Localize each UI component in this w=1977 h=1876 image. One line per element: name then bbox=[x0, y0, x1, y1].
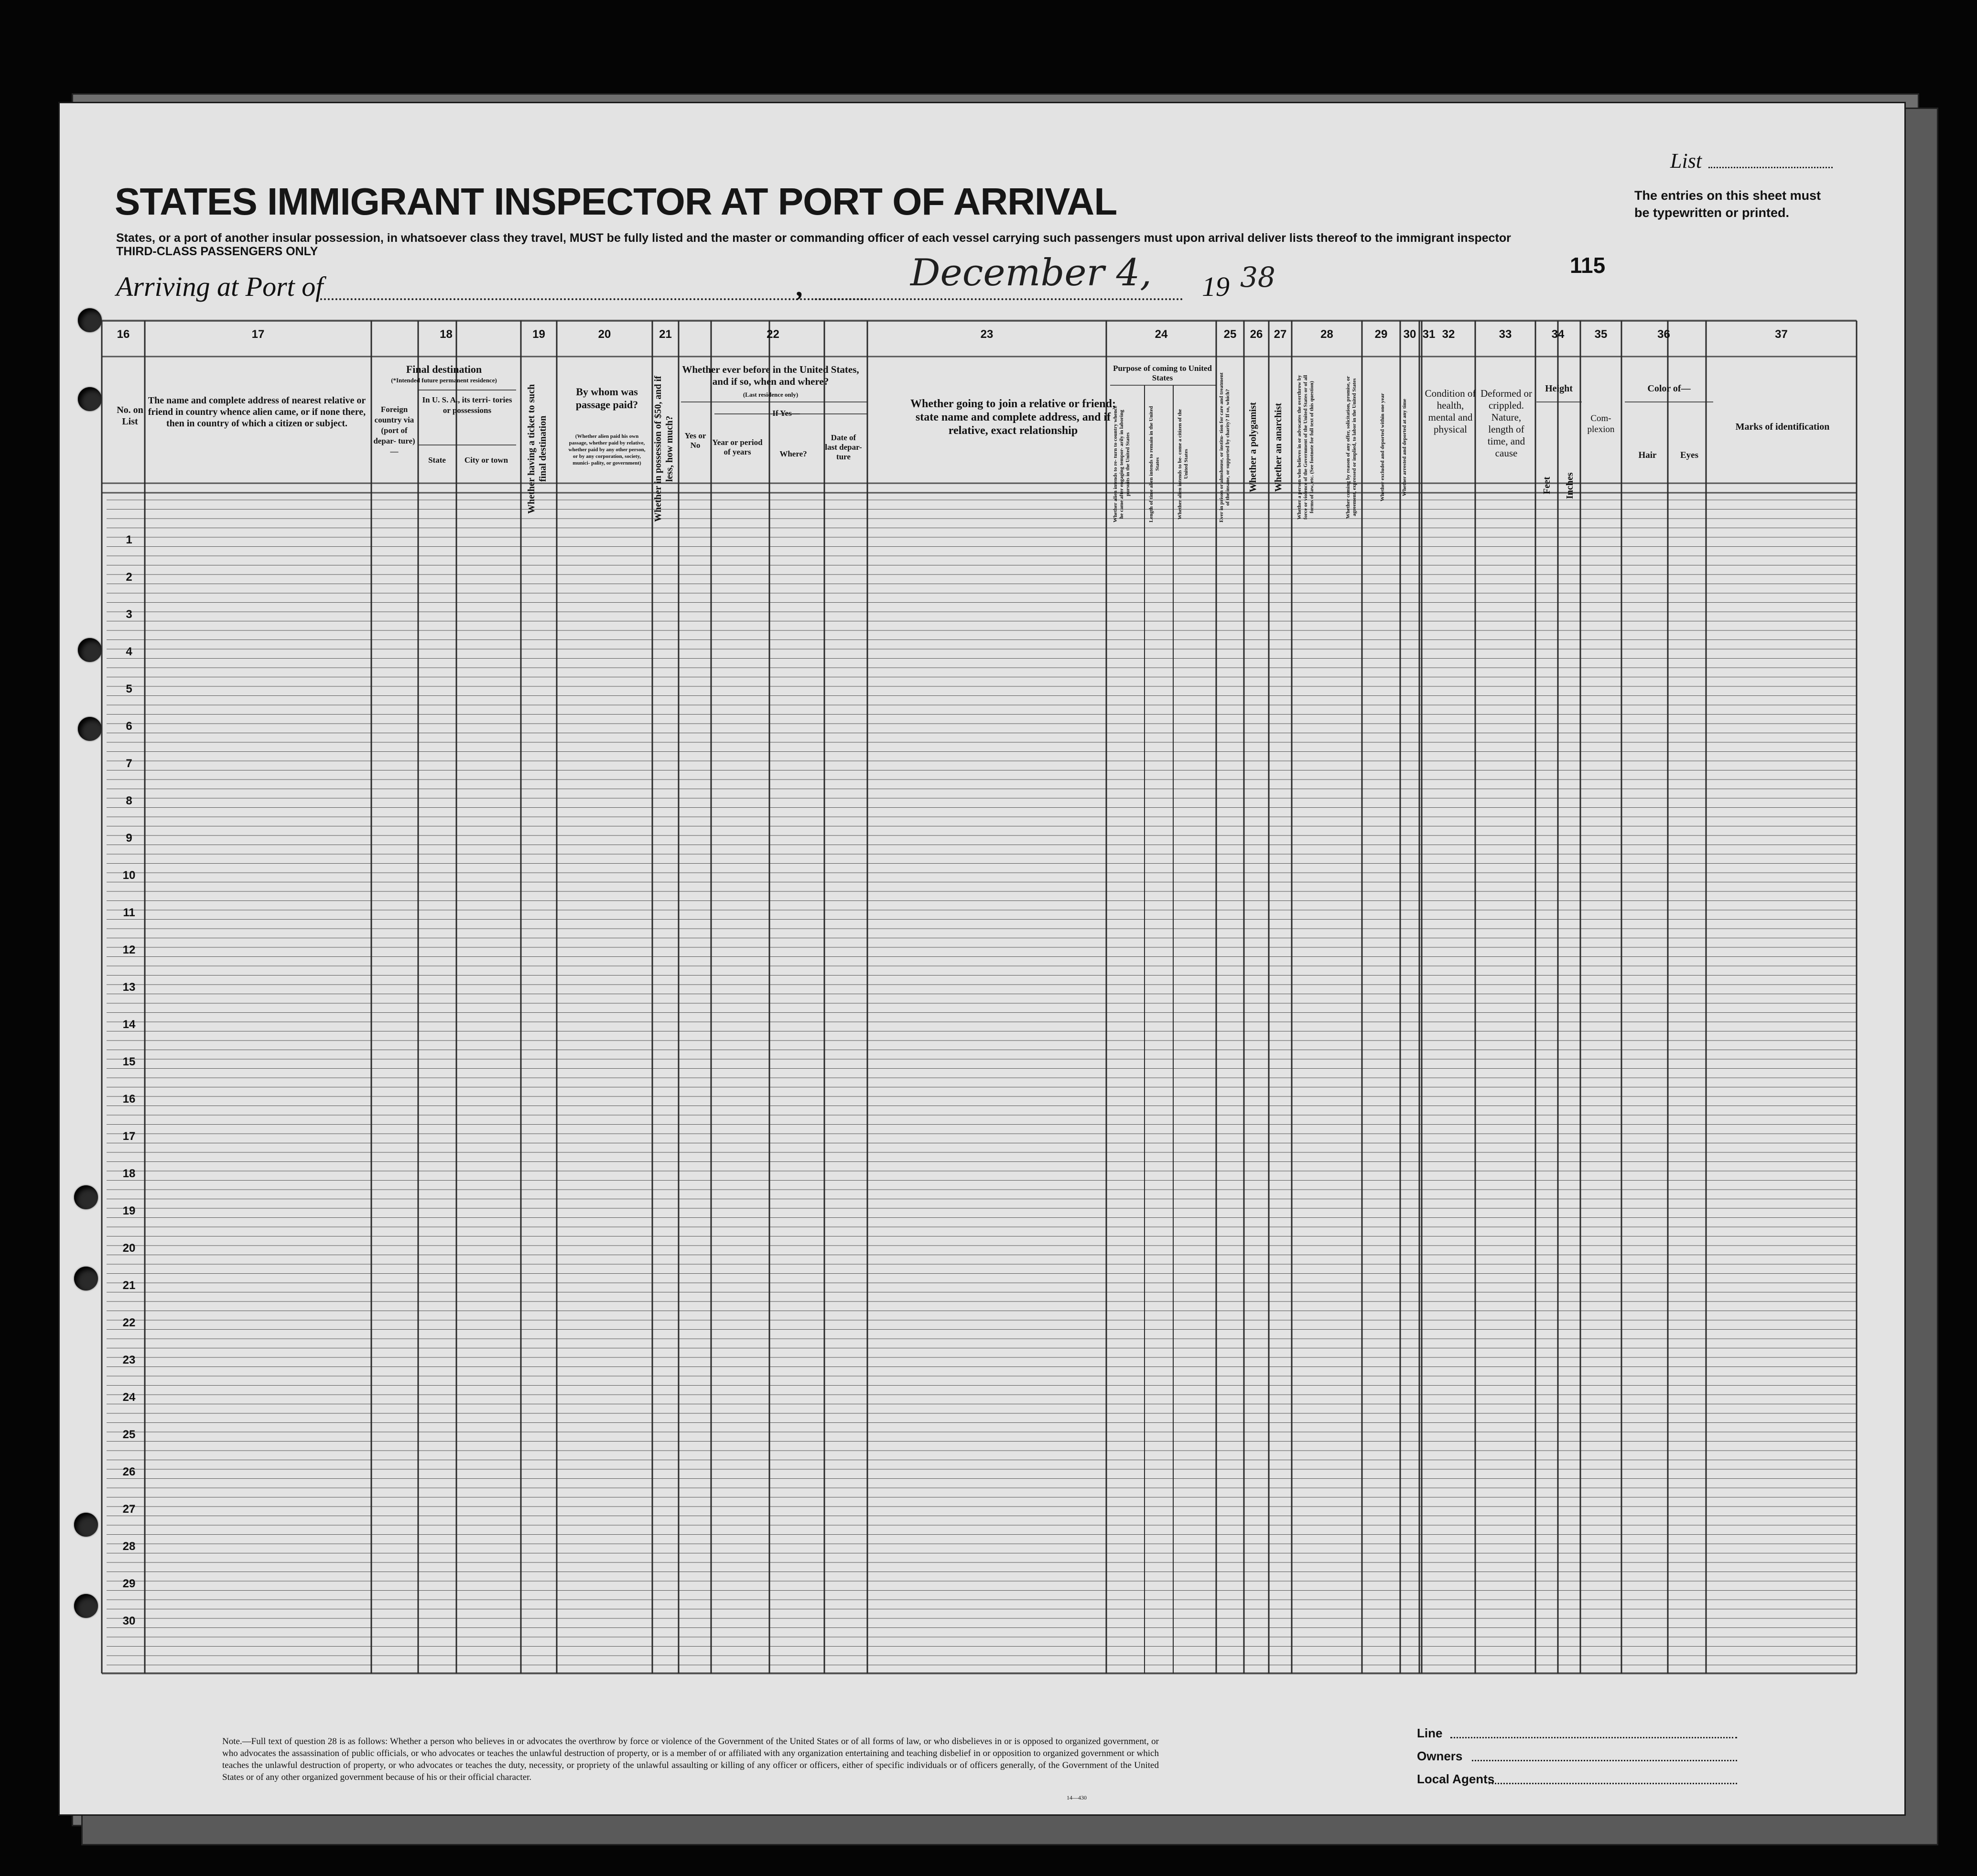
form-number: 14—430 bbox=[1067, 1794, 1087, 1801]
punch-hole bbox=[74, 1594, 98, 1618]
col-34-title: Height bbox=[1545, 383, 1573, 394]
instruction-text: States, or a port of another insular possession, in whatsoever class they travel, MUST be fully listed and the master or commanding officer of each vessel carrying such passengers must upon arrival deliver lists thereof to the immigrant inspector bbox=[116, 231, 1511, 245]
row-number: 22 bbox=[122, 1316, 136, 1329]
column-number: 24 bbox=[1155, 328, 1168, 341]
row-number: 7 bbox=[126, 757, 132, 770]
column-number: 30 bbox=[1403, 328, 1416, 341]
row-number: 29 bbox=[122, 1577, 136, 1590]
column-number: 34 bbox=[1551, 328, 1565, 341]
punch-hole bbox=[78, 638, 102, 662]
arriving-label: Arriving at Port of bbox=[116, 271, 324, 302]
column-number: 20 bbox=[598, 328, 611, 341]
col-36-hair: Hair bbox=[1638, 450, 1657, 460]
column-number: 31 bbox=[1422, 328, 1436, 341]
row-number: 23 bbox=[122, 1354, 136, 1366]
column-number: 29 bbox=[1374, 328, 1388, 341]
col-18-city: City or town bbox=[464, 455, 508, 465]
col-20-title: By whom was passage paid? bbox=[575, 386, 638, 411]
manifest-sheet bbox=[58, 102, 1906, 1816]
column-number: 33 bbox=[1499, 328, 1512, 341]
comma: , bbox=[796, 271, 803, 302]
column-number: 32 bbox=[1442, 328, 1455, 341]
col-24-citizen: Whether alien intends to be- come a citizen of the United States bbox=[1177, 409, 1189, 520]
row-number: 16 bbox=[122, 1093, 136, 1106]
column-number: 16 bbox=[117, 328, 130, 341]
column-number: 28 bbox=[1320, 328, 1333, 341]
col-28-header: Whether a person who believes in or advocates the overthrow by force or violence of the Government of the United States or of all forms of law, etc. (See footnote for full text of this question) bbox=[1296, 375, 1315, 520]
column-number: 23 bbox=[980, 328, 994, 341]
col-21-header: Whether in possession of $50, and if less, how much? bbox=[653, 376, 675, 522]
line-field bbox=[1450, 1737, 1737, 1738]
col-20-subtitle: (Whether alien paid his own passage, whether paid by relative, whether paid by any other person, or by any corporation, society, munici- pality, or government) bbox=[568, 434, 646, 466]
col-19-header: Whether having a ticket to such final destination bbox=[526, 384, 548, 514]
column-number: 25 bbox=[1223, 328, 1237, 341]
year-prefix: 19 bbox=[1202, 271, 1230, 302]
col-24-return: Whether alien intends to re- turn to country whence he came after engaging tempor- arily in laboring pursuits in the United States bbox=[1113, 405, 1131, 523]
row-number: 20 bbox=[122, 1242, 136, 1255]
column-number: 21 bbox=[659, 328, 672, 341]
col-32-header: Condition of health, mental and physical bbox=[1425, 388, 1476, 435]
col-26-header: Whether a polygamist bbox=[1248, 402, 1258, 493]
col-34-feet: Feet bbox=[1542, 477, 1552, 495]
page-title: STATES IMMIGRANT INSPECTOR AT PORT OF ARRIVAL bbox=[115, 180, 1117, 223]
col-18-title: Final destination bbox=[406, 363, 482, 375]
entries-note-line-1: The entries on this sheet must bbox=[1634, 188, 1821, 203]
col-22-title: Whether ever before in the United States, and if so, when and where? bbox=[682, 364, 859, 387]
col-17-header: The name and complete address of nearest relative or friend in country whence alien came, or if none there, then in country of which a citizen or subject. bbox=[148, 395, 366, 429]
col-18-state: State bbox=[428, 455, 446, 465]
col-33-header: Deformed or crippled. Nature, length of time, and cause bbox=[1480, 388, 1532, 459]
row-number: 26 bbox=[122, 1465, 136, 1478]
column-number: 36 bbox=[1657, 328, 1670, 341]
row-number: 14 bbox=[122, 1018, 136, 1031]
row-number: 18 bbox=[122, 1167, 136, 1180]
row-number: 4 bbox=[126, 645, 132, 658]
col-22-date: Date of last depar- ture bbox=[825, 433, 862, 461]
col-36-title: Color of— bbox=[1647, 383, 1691, 394]
row-number: 5 bbox=[126, 683, 132, 695]
line-label: Line bbox=[1417, 1726, 1443, 1740]
col-22-subtitle: (Last residence only) bbox=[743, 391, 799, 398]
col-29-header: Whether coming by reason of any offer, solicitation, promise, or agreement, expressed or implied, to labor in the United States bbox=[1345, 376, 1357, 519]
punch-hole bbox=[74, 1267, 98, 1290]
column-number: 18 bbox=[440, 328, 453, 341]
col-18-usa: In U. S. A., its terri- tories or possessions bbox=[422, 395, 512, 415]
col-27-header: Whether an anarchist bbox=[1273, 403, 1284, 492]
row-number: 6 bbox=[126, 720, 132, 733]
local-agents-label: Local Agents bbox=[1417, 1772, 1495, 1786]
row-number: 3 bbox=[126, 608, 132, 621]
owners-field bbox=[1472, 1760, 1737, 1761]
column-number: 22 bbox=[767, 328, 779, 341]
row-number: 2 bbox=[126, 571, 132, 584]
col-16-header: No. on List bbox=[117, 405, 143, 427]
col-23-header: Whether going to join a relative or friend; state name and complete address, and if relative, exact relationship bbox=[910, 398, 1116, 437]
row-number: 13 bbox=[122, 981, 136, 994]
list-label: List bbox=[1670, 149, 1702, 173]
row-number: 24 bbox=[122, 1391, 136, 1404]
col-35-header: Com- plexion bbox=[1587, 413, 1615, 434]
col-22-if-yes: If Yes— bbox=[772, 409, 800, 418]
column-number: 37 bbox=[1775, 328, 1788, 341]
row-number: 10 bbox=[122, 869, 136, 882]
row-number: 19 bbox=[122, 1204, 136, 1217]
col-24-length: Length of time alien intends to remain in the United States bbox=[1148, 406, 1160, 522]
column-number: 35 bbox=[1594, 328, 1608, 341]
col-36-eyes: Eyes bbox=[1680, 450, 1698, 460]
col-22-yes-no: Yes or No bbox=[684, 431, 706, 450]
handwritten-year: 38 bbox=[1240, 261, 1275, 293]
ruled-grid bbox=[60, 103, 1904, 1814]
punch-hole bbox=[74, 1185, 98, 1209]
row-number: 25 bbox=[122, 1428, 136, 1441]
row-number: 27 bbox=[122, 1503, 136, 1516]
row-number: 8 bbox=[126, 794, 132, 807]
column-number: 26 bbox=[1250, 328, 1263, 341]
col-18-foreign-country: Foreign country via (port of depar- ture)— bbox=[373, 405, 415, 456]
row-number: 9 bbox=[126, 832, 132, 845]
punch-hole bbox=[74, 1513, 98, 1537]
row-number: 11 bbox=[123, 906, 135, 919]
col-37-header: Marks of identification bbox=[1735, 422, 1830, 432]
row-number: 28 bbox=[122, 1540, 136, 1553]
row-number: 21 bbox=[122, 1279, 136, 1292]
col-22-years: Year or period of years bbox=[712, 438, 763, 456]
col-25-header: Ever in prison or almshouse, or institu- tion for care and treatment of the insane, or supported by charity? If so, which? bbox=[1219, 372, 1231, 522]
col-31-header: Whether arrested and deported at any time bbox=[1402, 399, 1407, 496]
row-number: 17 bbox=[122, 1130, 136, 1143]
sheet-number: 115 bbox=[1570, 253, 1606, 278]
column-number: 27 bbox=[1274, 328, 1287, 341]
col-18-subtitle: (*Intended future permanent residence) bbox=[391, 377, 497, 384]
column-number: 19 bbox=[532, 328, 545, 341]
handwritten-date: December 4, bbox=[910, 251, 1152, 294]
col-24-title: Purpose of coming to United States bbox=[1113, 364, 1212, 382]
owners-label: Owners bbox=[1417, 1749, 1463, 1763]
local-agents-field bbox=[1489, 1783, 1737, 1784]
entries-note-line-2: be typewritten or printed. bbox=[1634, 206, 1790, 220]
punch-hole bbox=[78, 387, 102, 411]
punch-hole bbox=[78, 717, 102, 741]
row-number: 1 bbox=[126, 533, 132, 546]
row-number: 12 bbox=[122, 943, 136, 956]
column-number: 17 bbox=[251, 328, 265, 341]
row-number: 15 bbox=[122, 1055, 136, 1068]
col-34-inches: Inches bbox=[1565, 472, 1575, 499]
footnote: Note.—Full text of question 28 is as follows: Whether a person who believes in or advocates the overthrow by force or violence of the Government of the United States or of all forms of law, or who disbelieves in or is opposed to organized government, or who advocates the assassination of public officials, or who advocates or teaches the unlawful destruction of property, or is a member of or affiliated with any organization entertaining and teaching disbelief in or opposition to organized government or which teaches the unlawful destruction of property, or who advocates or teaches the duty, necessity, or propriety of the unlawful assaulting or killing of any officer or officers, either of specific individuals or of officers generally, of the Government of the United States or of any other organized government because of his or their official character. bbox=[222, 1736, 1159, 1782]
col-22-where: Where? bbox=[779, 449, 807, 458]
punch-hole bbox=[78, 308, 102, 332]
col-30-header: Whether excluded and deported within one year bbox=[1380, 393, 1385, 502]
class-note: THIRD-CLASS PASSENGERS ONLY bbox=[116, 245, 318, 258]
row-number: 30 bbox=[122, 1615, 136, 1627]
